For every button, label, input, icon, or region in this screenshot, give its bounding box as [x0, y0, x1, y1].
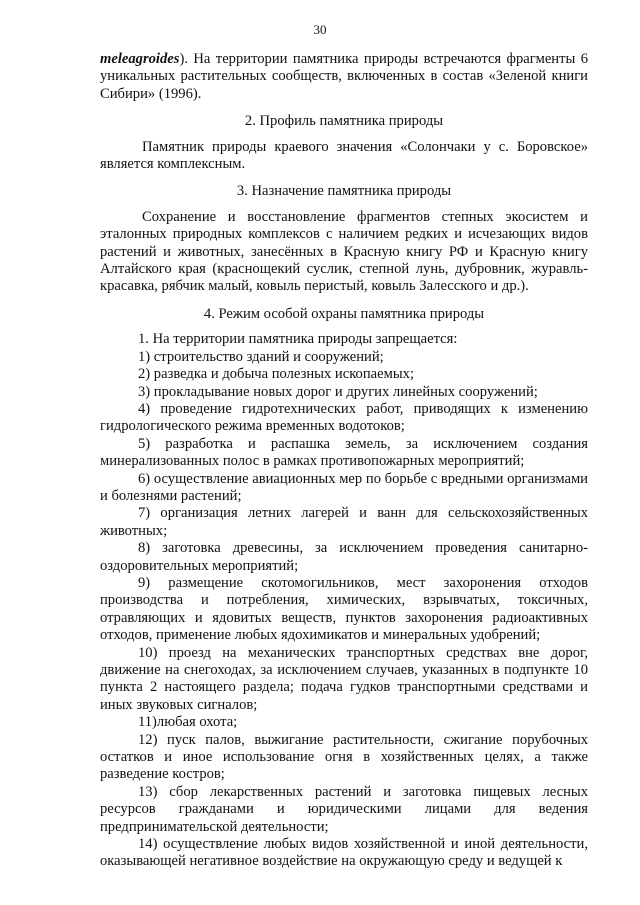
list-item: 1. На территории памятника природы запрещается: [138, 331, 458, 348]
section-2-heading: 2. Профиль памятника природы [244, 113, 444, 130]
intro-paragraph [100, 51, 588, 103]
list-item: 14) осуществление любых видов хозяйственной и иной деятельности, оказывающей негативное воздействие на окружающую среду и ведущей к [100, 836, 588, 870]
page-number: 30 [313, 22, 327, 37]
list-item: 9) размещение скотомогильников, мест захоронения отходов производства и потребления, химических, взрывчатых, токсичных, отравляющих и ядовитых веществ, пунктов захоронения радиоактивных отходов, применение любых ядохимикатов и минеральных удобрений; [100, 574, 588, 644]
list-item: 7) организация летних лагерей и ванн для сельскохозяйственных животных; [100, 505, 588, 539]
list-item: 6) осуществление авиационных мер по борьбе с вредными организмами и болезнями растений; [100, 470, 588, 504]
list-item: 5) разработка и распашка земель, за исключением создания минерализованных полос в рамках противопожарных мероприятий; [100, 435, 588, 470]
species-term: meleagroides [100, 51, 180, 67]
restrictions-list [100, 331, 588, 871]
section-2-text: Памятник природы краевого значения «Солончаки у с. Боровское» является комплексным. [100, 138, 588, 173]
list-item: 13) сбор лекарственных растений и заготовка пищевых лесных ресурсов гражданами и юридическими лицами для ведения предпринимательской деятельности; [100, 783, 588, 835]
list-item: 3) прокладывание новых дорог и других линейных сооружений; [138, 383, 538, 400]
section-3-heading: 3. Назначение памятника природы [236, 183, 452, 200]
document-body [100, 51, 588, 871]
section-4-heading: 4. Режим особой охраны памятника природы [203, 305, 485, 322]
section-3-text: Сохранение и восстановление фрагментов степных экосистем и эталонных природных комплексов с наличием редких и исчезающих видов растений и животных, занесённых в Красную книгу РФ и Красную книгу Алтайского края (краснощекий суслик, степной лунь, дубровник, журавль-красавка, рябчик малый, ковыль перистый, ковыль Залесского и др.). [100, 208, 588, 295]
intro-text: ). На территории памятника природы встречаются фрагменты 6 уникальных растительных сообществ, включенных в состав «Зеленой книги Сибири» (1996). [100, 51, 588, 102]
list-item: 11)любая охота; [138, 714, 238, 731]
list-item: 8) заготовка древесины, за исключением проведения санитарно-оздоровительных мероприятий; [100, 540, 588, 574]
list-item: 2) разведка и добыча полезных ископаемых; [138, 366, 414, 383]
list-item: 4) проведение гидротехнических работ, приводящих к изменению гидрологического режима временных водотоков; [100, 400, 588, 435]
list-item: 12) пуск палов, выжигание растительности, сжигание порубочных остатков и иное использование огня в хозяйственных целях, а также разведение костров; [100, 731, 588, 783]
list-item: 10) проезд на механических транспортных средствах вне дорог, движение на снегоходах, за исключением случаев, указанных в подпункте 10 пункта 2 настоящего раздела; подача гудков транспортными средствами и иных звуковых сигналов; [100, 644, 588, 713]
list-item: 1) строительство зданий и сооружений; [138, 348, 384, 365]
